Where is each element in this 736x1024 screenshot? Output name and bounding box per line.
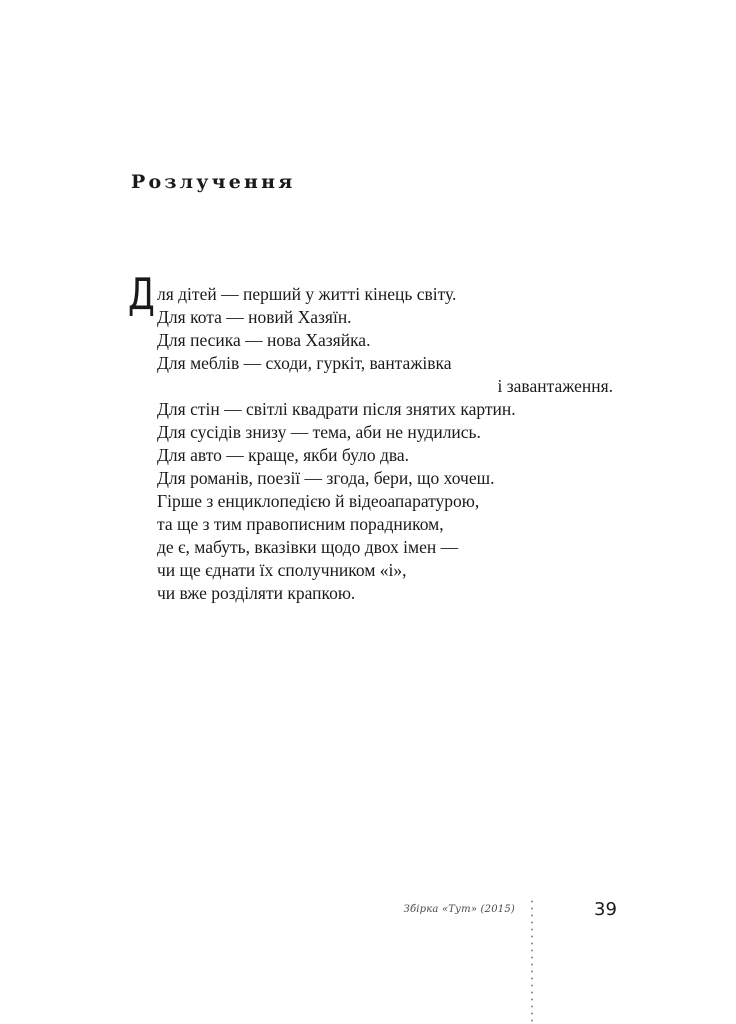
poem-line: чи ще єднати їх сполучником «і», bbox=[157, 560, 407, 580]
poem-line: де є, мабуть, вказівки щодо двох імен — bbox=[157, 537, 459, 557]
poem-line: Для авто — краще, якби було два. bbox=[157, 445, 410, 465]
page-number: 39 bbox=[594, 899, 617, 920]
poem-title: Розлучення bbox=[131, 171, 296, 193]
poem-line: Для романів, поезії — згода, бери, що хочеш. bbox=[157, 468, 495, 488]
drop-cap: Д bbox=[128, 269, 155, 320]
dotted-divider bbox=[531, 898, 533, 1024]
poem-line: Для стін — світлі квадрати після знятих картин. bbox=[157, 399, 516, 419]
poem-line: чи вже розділяти крапкою. bbox=[157, 583, 356, 603]
poem-line: Гірше з енциклопедією й відеоапаратурою, bbox=[157, 491, 480, 511]
poem-line-continuation: і завантаження. bbox=[497, 376, 613, 396]
poem-body bbox=[128, 269, 627, 605]
poem-line: Для сусідів знизу — тема, аби не нудились. bbox=[157, 422, 481, 442]
poem-line: та ще з тим правописним порадником, bbox=[157, 514, 444, 534]
poem-line: Для песика — нова Хазяйка. bbox=[157, 330, 371, 350]
poem-line-text: ля дітей — перший у житті кінець світу. bbox=[157, 284, 457, 304]
poem-line: Для меблів — сходи, гуркіт, вантажівка bbox=[157, 353, 452, 373]
poem-line: Для кота — новий Хазяїн. bbox=[157, 307, 352, 327]
running-footer-collection-title: Збірка «Тут» (2015) bbox=[403, 904, 515, 915]
